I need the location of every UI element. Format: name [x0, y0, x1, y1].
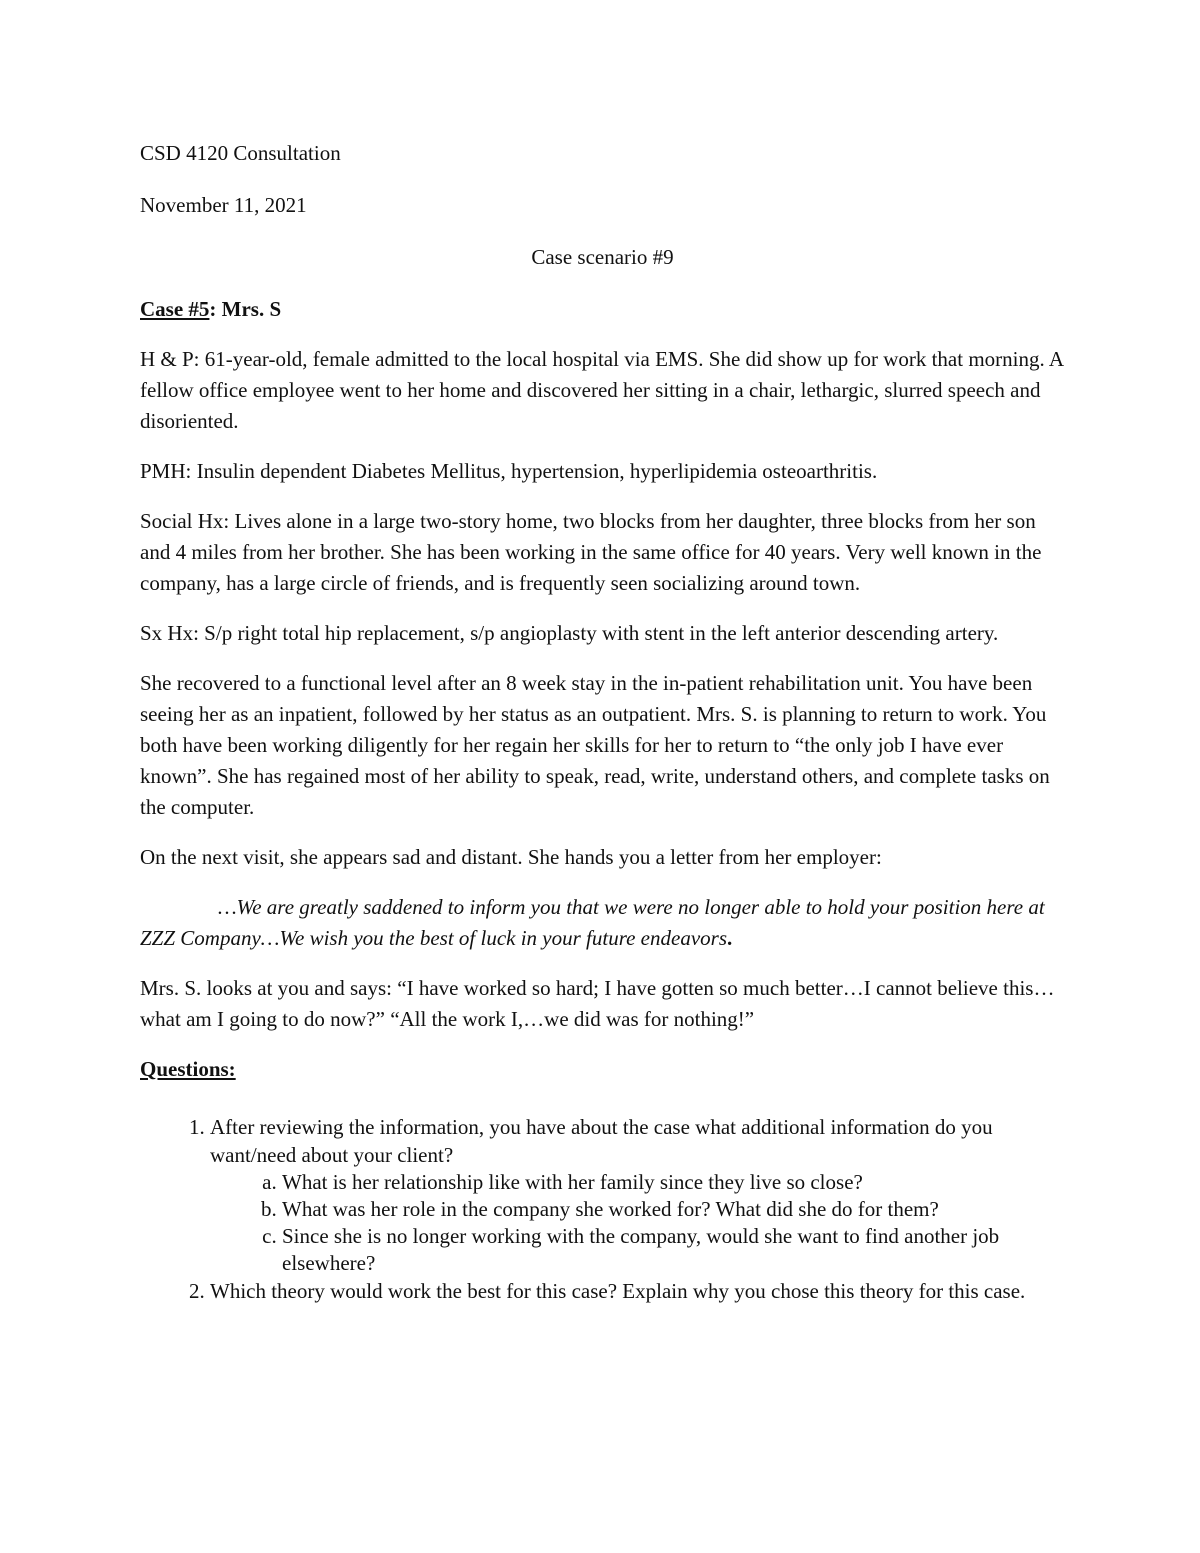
letter-text: …We are greatly saddened to inform you that we were no longer able to hold your position here at ZZZ Company…We wish you the best of luck in your future endeavors [140, 895, 1045, 950]
pmh-paragraph: PMH: Insulin dependent Diabetes Mellitus, hypertension, hyperlipidemia osteoarthritis. [140, 459, 878, 483]
letter-period: . [727, 926, 733, 950]
question-1-subquestions [210, 1169, 1065, 1277]
list-item [210, 1277, 1065, 1305]
questions-list [140, 1113, 1065, 1305]
document-date: November 11, 2021 [140, 193, 307, 217]
list-item: a. What is her relationship like with her family since they live so close? [282, 1169, 1065, 1196]
employer-letter-excerpt [140, 892, 1065, 954]
document-page [140, 138, 1065, 1305]
scenario-title: Case scenario #9 [531, 245, 674, 269]
history-physical-paragraph: H & P: 61-year-old, female admitted to the local hospital via EMS. She did show up for work that morning. A fellow office employee went to her home and discovered her sitting in a chair, lethargic, slurred speech and disoriented. [140, 347, 1063, 433]
case-number: Case #5 [140, 297, 210, 321]
course-title: CSD 4120 Consultation [140, 141, 341, 165]
surgical-history-paragraph: Sx Hx: S/p right total hip replacement, s/p angioplasty with stent in the left anterior descending artery. [140, 621, 999, 645]
list-item: c. Since she is no longer working with the company, would she want to find another job elsewhere? [282, 1223, 1065, 1277]
recovery-paragraph: She recovered to a functional level after an 8 week stay in the in-patient rehabilitation unit. You have been seeing her as an inpatient, followed by her status as an outpatient. Mrs. S. is planning to return to work. You both have been working diligently for her regain her skills for her to return to “the only job I have ever known”. She has regained most of her ability to speak, read, write, understand others, and complete tasks on the computer. [140, 671, 1050, 819]
list-item: b. What was her role in the company she worked for? What did she do for them? [282, 1196, 1065, 1223]
next-visit-paragraph: On the next visit, she appears sad and distant. She hands you a letter from her employer: [140, 845, 882, 869]
client-quote-paragraph: Mrs. S. looks at you and says: “I have worked so hard; I have gotten so much better…I cannot believe this…what am I going to do now?” “All the work I,…we did was for nothing!” [140, 976, 1055, 1031]
case-client: : Mrs. S [209, 297, 282, 321]
list-item [210, 1113, 1065, 1277]
social-history-paragraph: Social Hx: Lives alone in a large two-story home, two blocks from her daughter, three blocks from her son and 4 miles from her brother. She has been working in the same office for 40 years. Very well known in the company, has a large circle of friends, and is frequently seen socializing around town. [140, 509, 1042, 595]
case-heading [140, 294, 1065, 325]
questions-heading: Questions: [140, 1057, 236, 1081]
question-2-text: Which theory would work the best for this case? Explain why you chose this theory for this case. [210, 1279, 1026, 1303]
question-1-text: After reviewing the information, you have about the case what additional information do you want/need about your client? [210, 1115, 993, 1167]
